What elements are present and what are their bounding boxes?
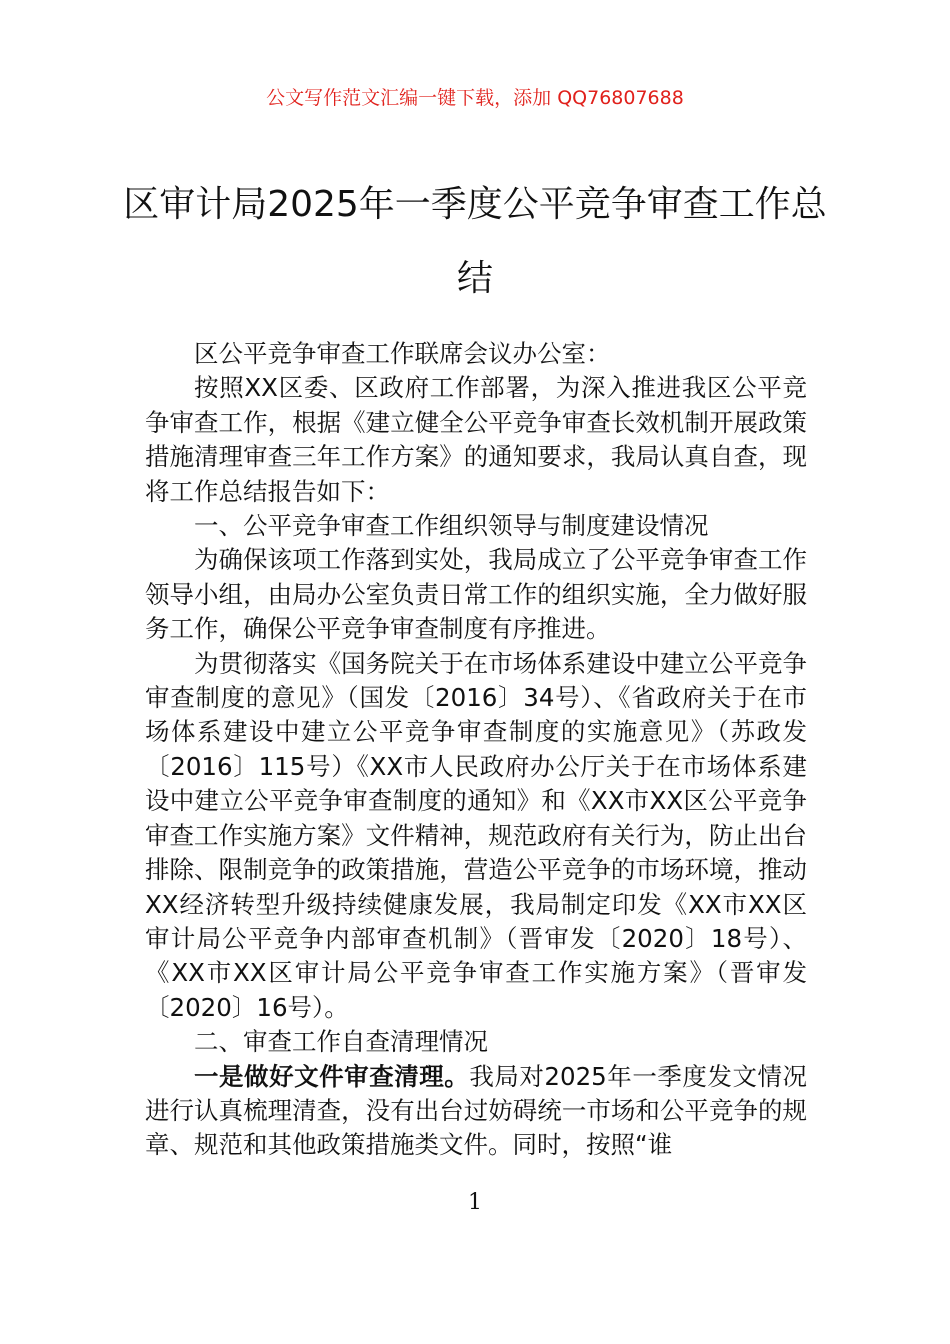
document-body (145, 337, 807, 1163)
paragraph-organization: 为确保该项工作落到实处，我局成立了公平竞争审查工作领导小组，由局办公室负责日常工作的组织实施，全力做好服务工作，确保公平竞争审查制度有序推进。 (145, 545, 807, 644)
watermark-text: 公文写作范文汇编一键下载，添加 QQ76807688 (266, 87, 684, 109)
document-title: 区审计局2025年一季度公平竞争审查工作总结 (123, 184, 827, 299)
paragraph-intro: 按照XX区委、区政府工作部署，为深入推进我区公平竞争审查工作，根据《建立健全公平竞争审查长效机制开展政策措施清理审查三年工作方案》的通知要求，我局认真自查，现将工作总结报告如下： (145, 373, 807, 506)
paragraph-review (145, 1060, 807, 1163)
paragraph-review-text: 我局对2025年一季度发文情况进行认真梳理清查，没有出台过妨碍统一市场和公平竞争的规章、规范和其他政策措施类文件。同时，按照“谁 (145, 1061, 807, 1160)
section-heading-2: 二、审查工作自查清理情况 (194, 1027, 488, 1057)
paragraph-review-lead: 一是做好文件审查清理。 (194, 1061, 470, 1091)
page-number: 1 (468, 1190, 482, 1215)
salutation: 区公平竞争审查工作联席会议办公室： (194, 339, 611, 368)
paragraph-policy: 为贯彻落实《国务院关于在市场体系建设中建立公平竞争审查制度的意见》（国发〔2016〕34号）、《省政府关于在市场体系建设中建立公平竞争审查制度的实施意见》（苏政发〔2016〕115号）《XX市人民政府办公厅关于在市场体系建设中建立公平竞争审查制度的通知》和《XX市XX区公平竞争审查工作实施方案》文件精神，规范政府有关行为，防止出台排除、限制竞争的政策措施，营造公平竞争的市场环境，推动XX经济转型升级持续健康发展，我局制定印发《XX市XX区审计局公平竞争内部审查机制》（晋审发〔2020〕18号）、《XX市XX区审计局公平竞争审查工作实施方案》（晋审发〔2020〕16号）。 (145, 648, 807, 1022)
section-heading-1: 一、公平竞争审查工作组织领导与制度建设情况 (194, 511, 709, 541)
